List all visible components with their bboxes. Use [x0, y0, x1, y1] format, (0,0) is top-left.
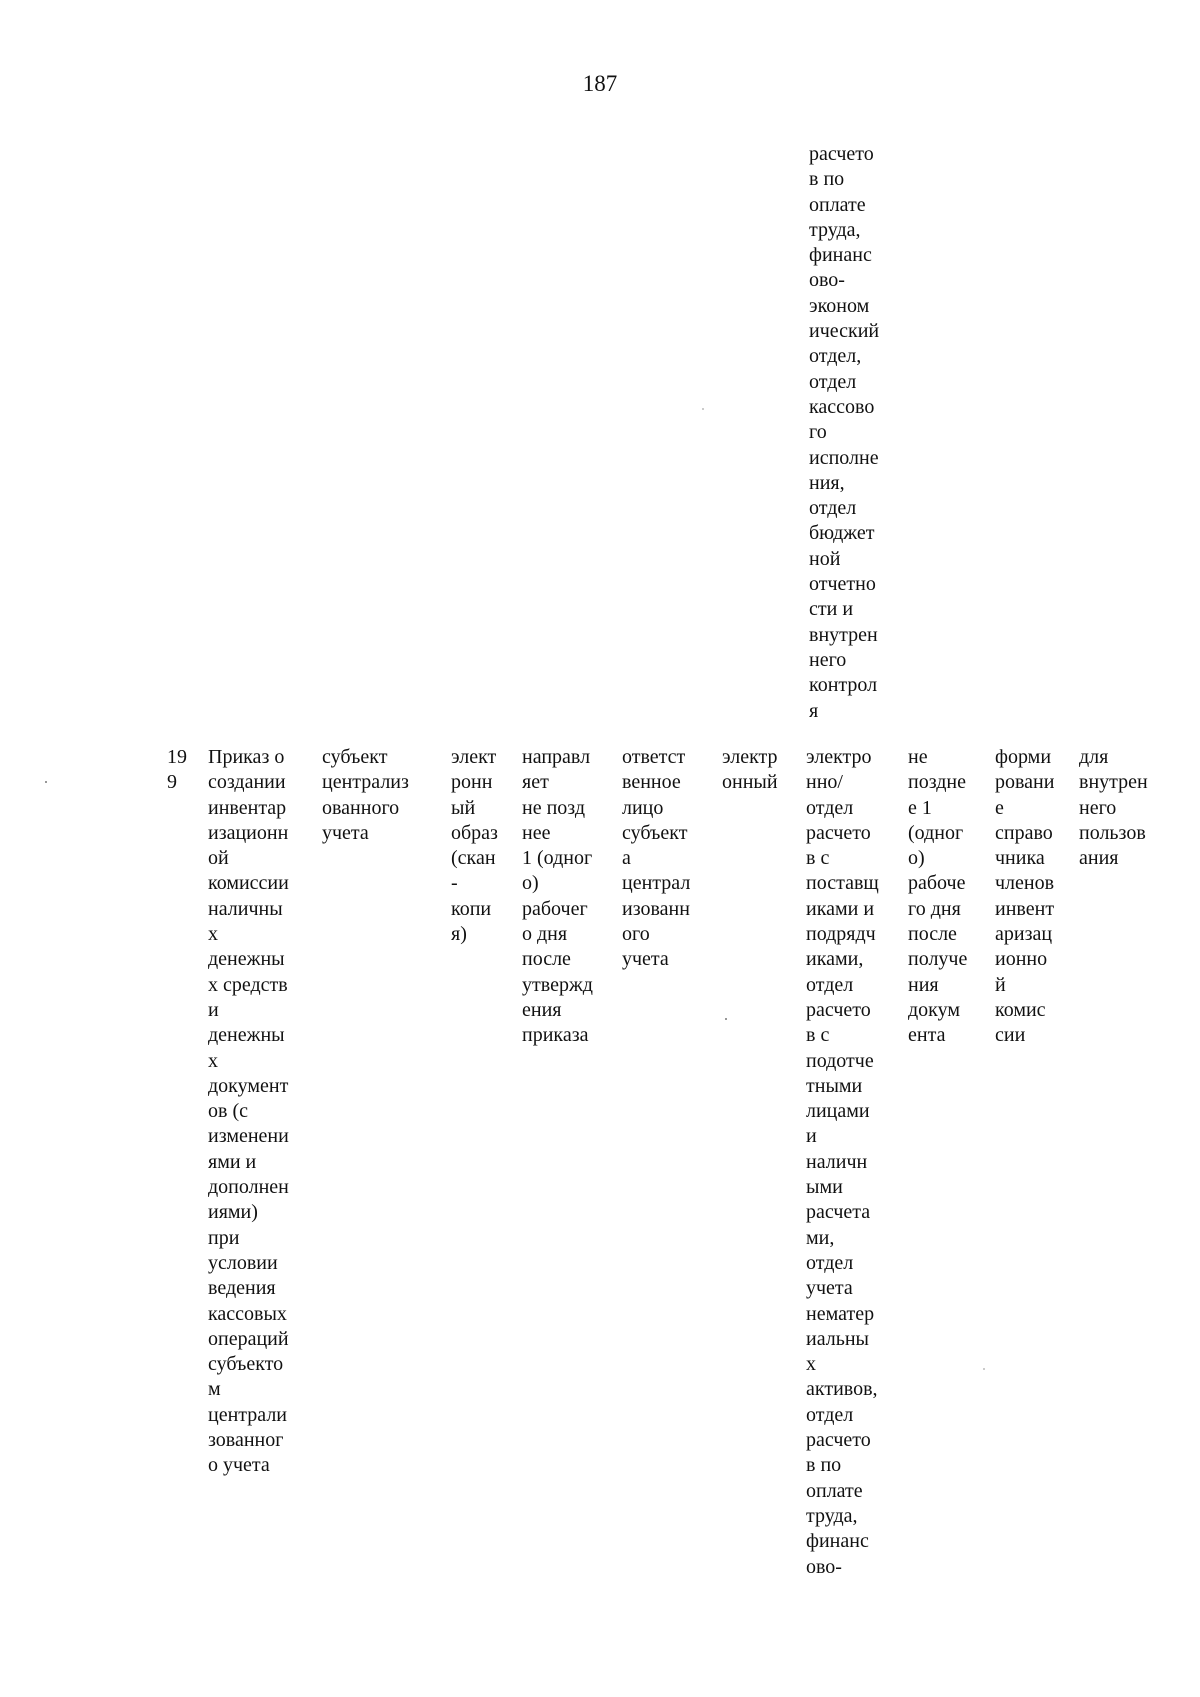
text-line: х средств: [208, 973, 288, 996]
text-line: утвержд: [522, 973, 593, 996]
text-line: комиссии: [208, 872, 289, 895]
text-line: него: [1079, 796, 1117, 819]
text-line: и: [208, 998, 219, 1021]
text-line: исполне: [809, 446, 879, 469]
text-line: централи: [208, 1403, 288, 1426]
text-line: отдел: [809, 497, 857, 520]
text-line: документ: [208, 1074, 289, 1097]
row-number: [167, 745, 187, 796]
text-line: сти и: [809, 598, 854, 621]
text-line: ронн: [451, 771, 493, 794]
text-line: получе: [908, 948, 968, 971]
text-line: отчетно: [809, 573, 876, 596]
text-line: ово-: [809, 269, 845, 292]
text-line: ведения: [208, 1277, 276, 1300]
text-line: нно/: [806, 771, 843, 794]
text-line: в по: [809, 168, 845, 191]
text-line: х: [806, 1353, 816, 1376]
text-line: для: [1079, 746, 1109, 768]
document-name-cell: [208, 745, 289, 1479]
text-line: образ: [451, 821, 498, 844]
text-line: отдел: [806, 1403, 854, 1426]
text-line: инвент: [995, 897, 1055, 920]
text-line: го: [809, 421, 827, 444]
scan-speck: [45, 781, 47, 783]
text-line: я): [451, 923, 467, 946]
text-line: о): [908, 847, 925, 870]
term-cell: [908, 745, 967, 1049]
text-line: докум: [908, 998, 961, 1021]
text-line: субъект: [322, 746, 388, 768]
text-line: отдел: [809, 370, 857, 393]
text-line: инвентар: [208, 796, 287, 819]
text-line: после: [522, 948, 571, 971]
purpose-cell: [995, 745, 1054, 1049]
text-line: ания: [1079, 847, 1119, 870]
text-line: поздне: [908, 771, 966, 794]
scan-speck: [702, 408, 704, 410]
text-line: ми,: [806, 1226, 835, 1249]
text-line: внутрен: [809, 623, 878, 646]
usage-cell: [1079, 745, 1148, 871]
text-line: активов,: [806, 1378, 878, 1401]
text-line: финанс: [806, 1530, 869, 1553]
text-line: после: [908, 923, 957, 946]
text-line: ения: [522, 998, 562, 1021]
text-line: ровани: [995, 771, 1055, 794]
text-line: го дня: [908, 897, 961, 920]
text-line: справо: [995, 821, 1053, 844]
text-line: х: [208, 923, 218, 946]
text-line: о): [522, 872, 539, 895]
text-line: е: [995, 796, 1004, 819]
text-line: рабоче: [908, 872, 966, 895]
text-line: электро: [806, 746, 872, 768]
text-line: х: [208, 1049, 218, 1072]
text-line: денежны: [208, 1024, 285, 1047]
text-line: тными: [806, 1074, 863, 1097]
text-line: операций: [208, 1327, 289, 1350]
text-line: расчето: [806, 998, 871, 1021]
text-line: централиз: [322, 771, 409, 794]
text-line: и: [806, 1125, 817, 1148]
text-line: учета: [622, 948, 669, 971]
text-line: ента: [908, 1024, 946, 1047]
text-line: ответст: [622, 746, 686, 768]
text-line: венное: [622, 771, 681, 794]
text-line: бюджет: [809, 522, 875, 545]
text-line: о дня: [522, 923, 568, 946]
text-line: элект: [451, 746, 497, 768]
text-line: в с: [806, 847, 830, 870]
text-line: отдел: [806, 796, 854, 819]
text-line: нее: [522, 821, 551, 844]
text-line: сии: [995, 1024, 1026, 1047]
text-line: аризац: [995, 923, 1053, 946]
page-number: 187: [582, 71, 618, 96]
text-line: подотче: [806, 1049, 874, 1072]
text-line: рабочег: [522, 897, 588, 920]
text-line: направл: [522, 746, 591, 768]
text-line: я: [809, 699, 819, 722]
text-line: ями и: [208, 1150, 257, 1173]
text-line: наличн: [806, 1150, 868, 1173]
text-line: него: [809, 648, 847, 671]
text-line: чника: [995, 847, 1045, 870]
text-line: о учета: [208, 1454, 270, 1477]
text-line: ния: [908, 973, 939, 996]
text-line: оплате: [806, 1479, 863, 1502]
text-line: не: [908, 746, 928, 768]
text-line: 9: [167, 771, 177, 794]
text-line: ой: [208, 847, 229, 870]
text-line: м: [208, 1378, 221, 1401]
text-line: иальны: [806, 1327, 869, 1350]
text-line: труда,: [809, 218, 861, 241]
scan-speck: [983, 1368, 985, 1370]
text-line: иками и: [806, 897, 875, 920]
text-line: труда,: [806, 1504, 858, 1527]
text-line: ический: [809, 320, 880, 343]
scan-speck: [725, 1018, 727, 1020]
text-line: не позд: [522, 796, 585, 819]
text-line: субъект: [622, 821, 688, 844]
text-line: наличны: [208, 897, 283, 920]
text-line: кассовых: [208, 1302, 287, 1325]
text-line: внутрен: [1079, 771, 1148, 794]
text-line: ыми: [806, 1176, 843, 1199]
text-line: нематер: [806, 1302, 875, 1325]
text-line: Приказ о: [208, 746, 285, 768]
text-line: при: [208, 1226, 240, 1249]
deadline-cell: [522, 745, 593, 1049]
text-line: кассово: [809, 395, 875, 418]
text-line: комис: [995, 998, 1046, 1021]
document-form-cell: [451, 745, 498, 947]
text-line: эконом: [809, 294, 870, 317]
text-line: финанс: [809, 244, 872, 267]
text-line: в с: [806, 1024, 830, 1047]
text-line: в по: [806, 1454, 842, 1477]
text-line: отдел: [806, 1251, 854, 1274]
text-line: копи: [451, 897, 492, 920]
text-line: подрядч: [806, 923, 876, 946]
text-line: расчета: [806, 1201, 871, 1224]
text-line: денежны: [208, 948, 285, 971]
text-line: учета: [322, 821, 369, 844]
text-line: оплате: [809, 193, 866, 216]
text-line: 19: [167, 746, 187, 768]
text-line: а: [622, 847, 631, 870]
format-cell: [722, 745, 778, 796]
text-line: отдел: [806, 973, 854, 996]
text-line: яет: [522, 771, 549, 794]
text-line: (одног: [908, 821, 964, 844]
text-line: ной: [809, 547, 841, 570]
text-line: расчето: [806, 821, 871, 844]
responsible-person-cell: [622, 745, 690, 973]
text-line: зованног: [208, 1429, 284, 1452]
text-line: условии: [208, 1251, 278, 1274]
text-line: форми: [995, 746, 1052, 768]
text-line: централ: [622, 872, 691, 895]
recipient-cell: [806, 745, 879, 1580]
text-line: -: [451, 872, 458, 895]
text-line: онный: [722, 771, 778, 794]
text-line: контрол: [809, 674, 878, 697]
text-line: (скан: [451, 847, 496, 870]
text-line: ния,: [809, 471, 845, 494]
text-line: пользов: [1079, 821, 1146, 844]
text-line: ов (с: [208, 1100, 248, 1123]
text-line: изованн: [622, 897, 690, 920]
text-line: иями): [208, 1201, 258, 1224]
text-line: лицами: [806, 1100, 870, 1123]
text-line: ово-: [806, 1555, 842, 1578]
text-line: расчето: [806, 1429, 871, 1452]
text-line: ого: [622, 923, 650, 946]
text-line: членов: [995, 872, 1055, 895]
text-line: й: [995, 973, 1006, 996]
text-line: 1 (одног: [522, 847, 593, 870]
text-line: ионно: [995, 948, 1048, 971]
text-line: электр: [722, 746, 778, 768]
text-line: ый: [451, 796, 476, 819]
text-line: ованного: [322, 796, 400, 819]
text-line: лицо: [622, 796, 664, 819]
text-line: приказа: [522, 1024, 589, 1047]
text-line: дополнен: [208, 1176, 289, 1199]
text-line: е 1: [908, 796, 932, 819]
document-creator-cell: [322, 745, 409, 846]
text-line: учета: [806, 1277, 853, 1300]
continuation-responsible-column: [809, 142, 879, 724]
text-line: субъекто: [208, 1353, 284, 1376]
text-line: поставщ: [806, 872, 879, 895]
text-line: изационн: [208, 821, 289, 844]
text-line: изменени: [208, 1125, 289, 1148]
text-line: отдел,: [809, 345, 862, 368]
text-line: иками,: [806, 948, 864, 971]
text-line: расчето: [809, 143, 874, 165]
text-line: создании: [208, 771, 286, 794]
